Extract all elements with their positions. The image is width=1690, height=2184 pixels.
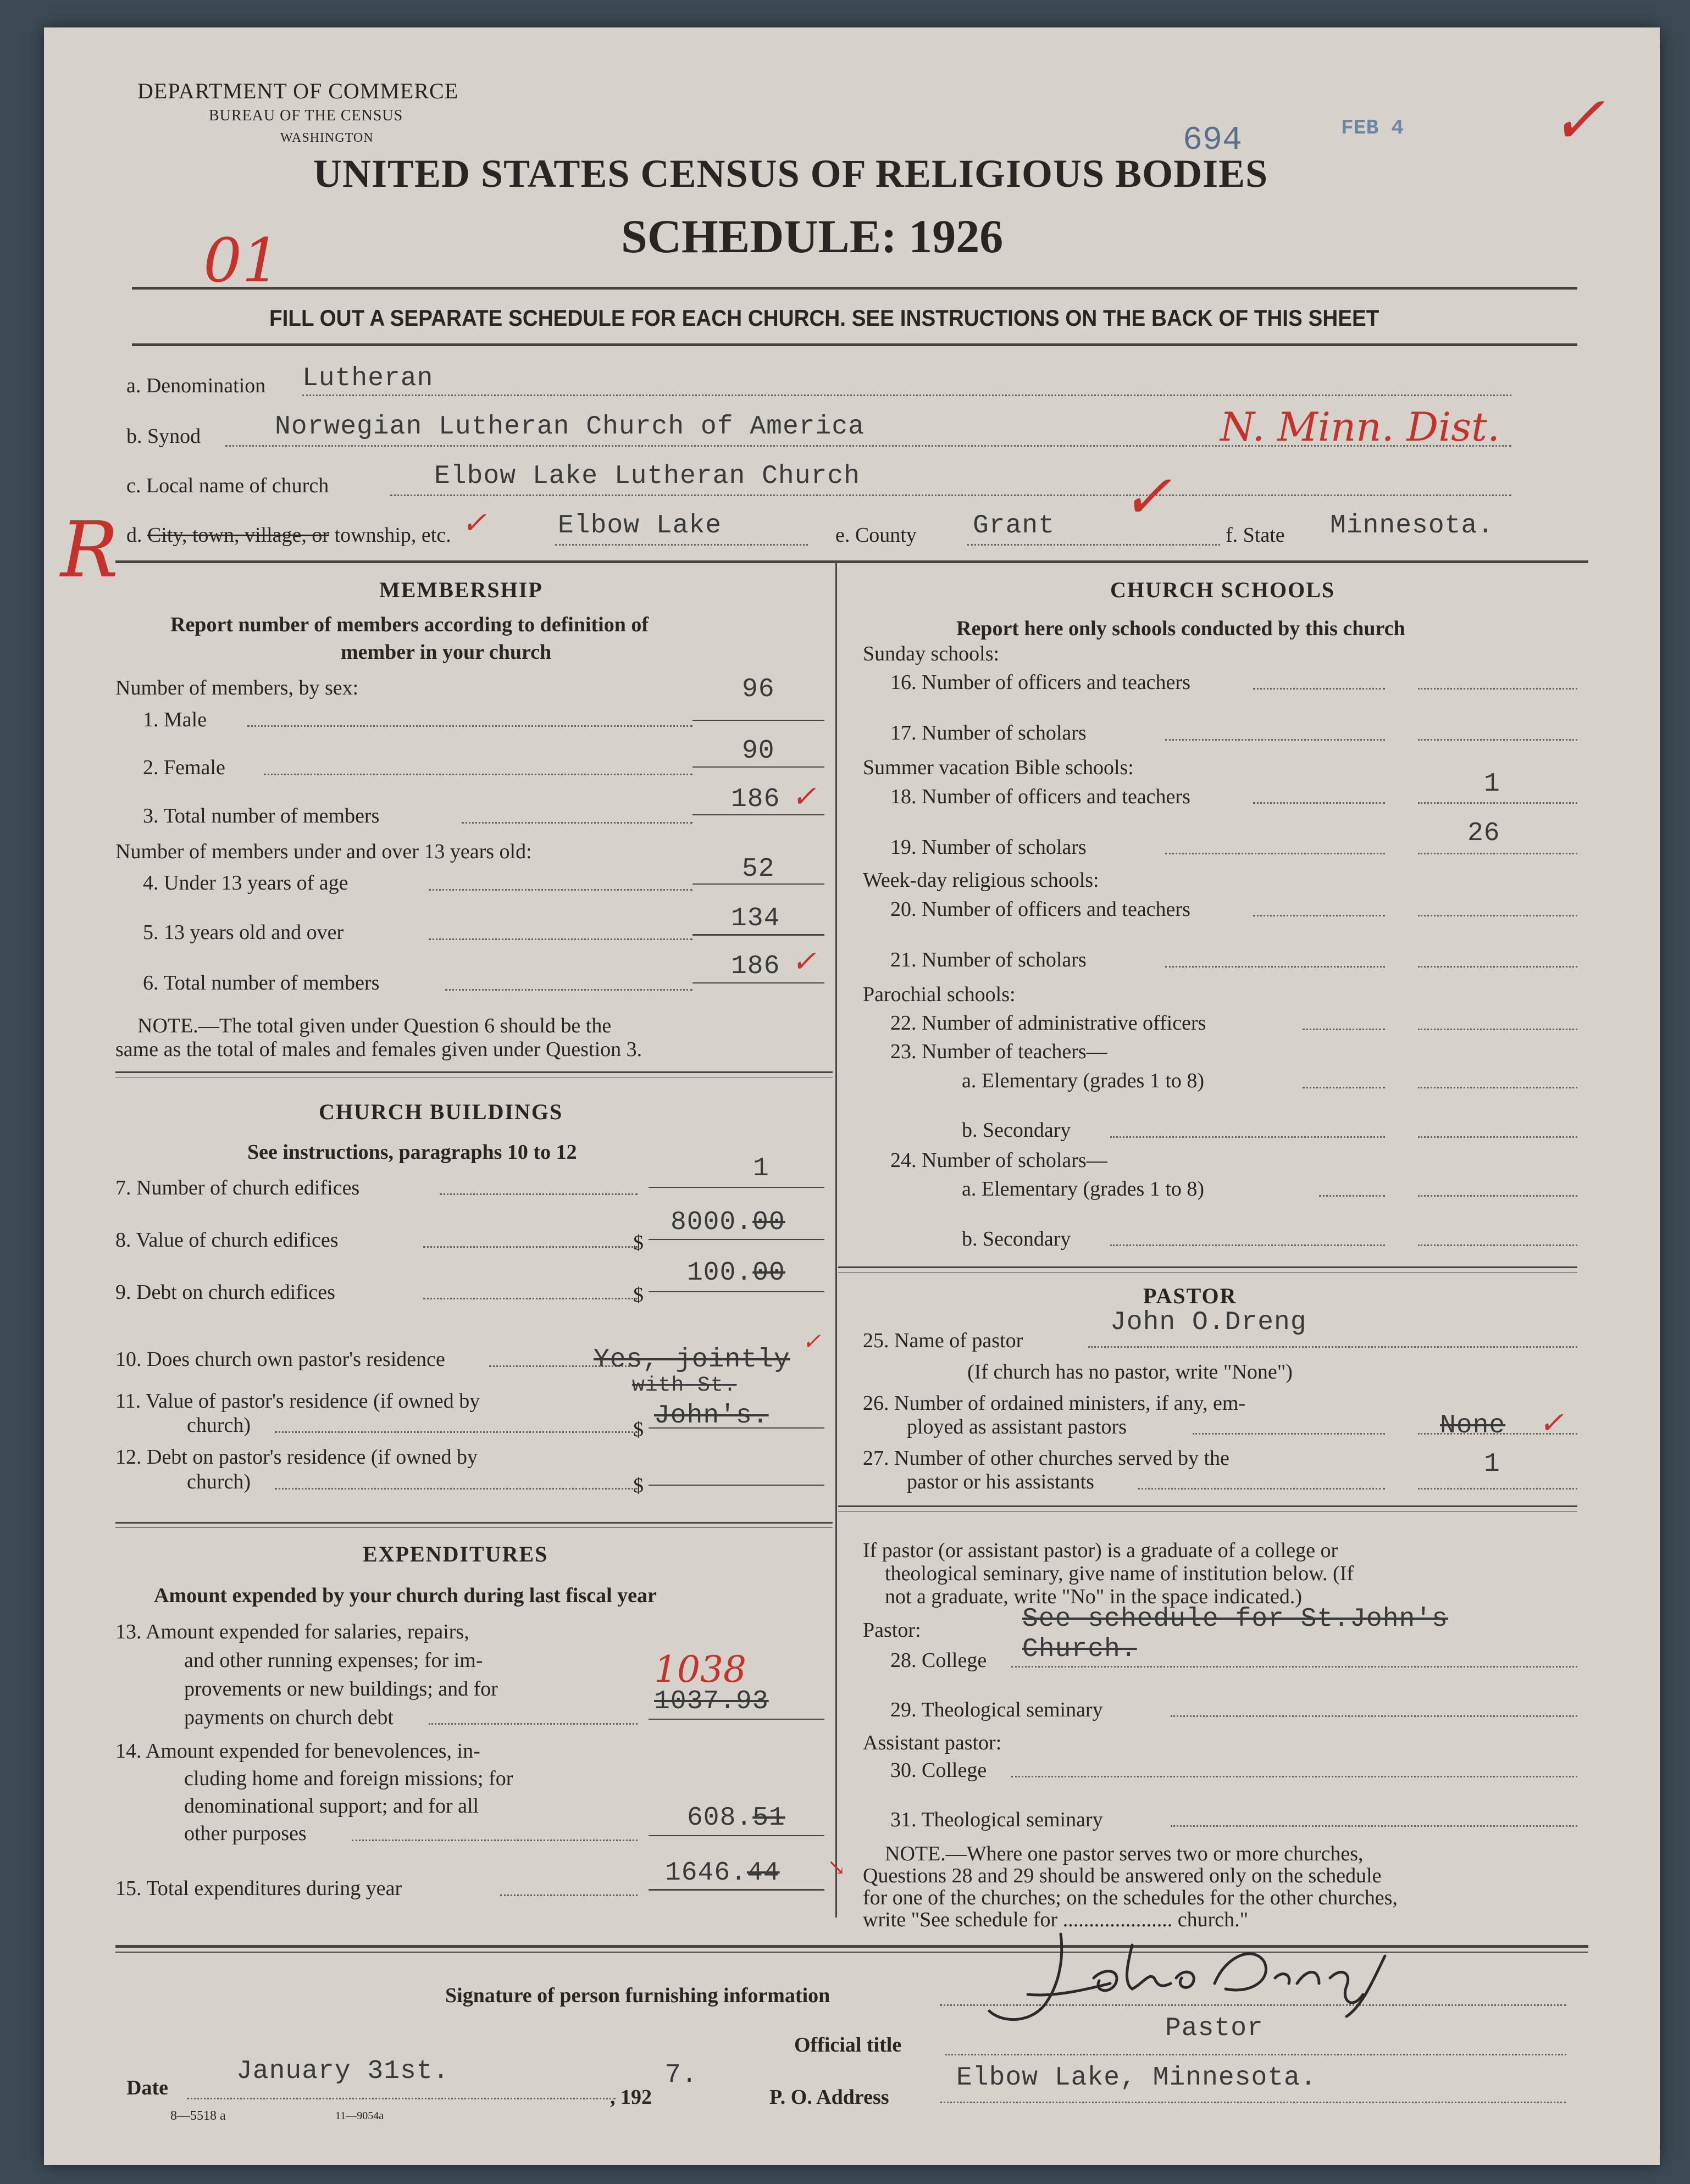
q21-label: 21. Number of scholars [890,948,1087,971]
q1-label: 1. Male [143,708,207,731]
rule [692,720,824,721]
q12-label-1: 12. Debt on pastor's residence (if owned by [115,1446,478,1469]
township-label-text: township, etc. [329,524,451,547]
membership-note1: NOTE.—The total given under Question 6 should be the [137,1014,612,1037]
rule [132,343,1577,346]
q23-label: 23. Number of teachers— [890,1040,1107,1063]
q8-cents: 00 [752,1208,785,1237]
membership-note2: same as the total of males and females given under Question 3. [115,1038,642,1061]
rule [1418,1087,1577,1088]
denomination-value[interactable]: Lutheran [302,364,434,393]
rule [1088,1346,1577,1348]
q9-dollar: $ [633,1283,644,1307]
county-label: e. County [835,524,917,547]
graduate-text-1: If pastor (or assistant pastor) is a graduate of a college or [863,1539,1338,1562]
official-title-value[interactable]: Pastor [1165,2014,1264,2043]
red-check-mark-icon: ✓ [1539,1407,1564,1440]
q14-dollars: 608. [687,1803,753,1833]
rule [462,822,692,824]
pastor-note-4: write "See schedule for ..................... church." [863,1908,1249,1931]
rule [838,1266,1577,1268]
rule [187,2098,616,2099]
q4-label: 4. Under 13 years of age [143,871,348,894]
q12-dollar: $ [633,1474,644,1497]
q3-label: 3. Total number of members [143,804,380,827]
q13-dollars: 1037. [654,1687,736,1716]
rule [247,725,692,727]
bureau-label: BUREAU OF THE CENSUS [209,107,403,124]
q23b-label: b. Secondary [962,1119,1071,1142]
rule [1418,1136,1577,1138]
pastor-note-3: for one of the churches; on the schedules for the other churches, [863,1886,1398,1909]
membership-heading: MEMBERSHIP [379,577,543,602]
q13-value[interactable] [654,1687,769,1716]
rule [390,494,1511,496]
pastor-subheading: Pastor: [863,1619,921,1642]
q11-dollar: $ [633,1418,644,1441]
local-name-value[interactable]: Elbow Lake Lutheran Church [434,462,860,491]
schedule-title: SCHEDULE: 1926 [621,210,1004,263]
red-mark-icon: ✓ [802,1329,821,1354]
q13-label-1: 13. Amount expended for salaries, repairs, [115,1620,469,1643]
synod-district-note: N. Minn. Dist. [1220,404,1500,450]
rule [1303,1029,1385,1030]
church-schools-heading: CHURCH SCHOOLS [1110,577,1336,602]
date-label: Date [126,2076,168,2099]
q12-label-2: church) [187,1470,251,1493]
q26-value[interactable]: None [1440,1411,1506,1441]
q13-label-4: payments on church debt [184,1706,394,1729]
q27-label-2: pastor or his assistants [907,1470,1094,1493]
q5-value[interactable]: 134 [731,904,780,933]
form-title: UNITED STATES CENSUS OF RELIGIOUS BODIES [313,152,1268,196]
q13-corrected-value: 1038 [654,1648,746,1691]
rule [1165,739,1385,741]
po-address-label: P. O. Address [769,2086,889,2109]
rule [1011,1776,1577,1777]
form-number: 8—5518 a [170,2109,226,2123]
rule [1418,739,1577,741]
signature-image [967,1923,1462,2027]
q16-label: 16. Number of officers and teachers [890,671,1190,694]
rule [945,2054,1566,2055]
q15-dollars: 1646. [665,1858,747,1888]
signature-label: Signature of person furnishing information [445,1984,830,2007]
q28-label: 28. College [890,1649,987,1672]
rule [1193,1433,1385,1435]
rule [692,766,824,768]
q8-dollars: 8000. [671,1208,753,1237]
rule [1253,915,1385,916]
red-check-mark-icon: ✓ [462,507,487,540]
rule [225,445,1511,447]
q6-value[interactable]: 186 [731,952,780,981]
q11-label-2: church) [187,1414,251,1437]
year-prefix: , 192 [610,2086,652,2109]
q3-value[interactable]: 186 [731,785,780,814]
q10-label: 10. Does church own pastor's residence [115,1348,445,1371]
rule [1418,802,1577,804]
rule [649,1485,824,1486]
rule [1418,853,1577,854]
rule [1418,966,1577,968]
township-value[interactable]: Elbow Lake [558,511,722,541]
q23a-label: a. Elementary (grades 1 to 8) [962,1069,1205,1092]
rule [1418,1029,1577,1030]
rule [115,560,1588,563]
rule [692,814,824,815]
q2-label: 2. Female [143,756,225,779]
parochial-schools-label: Parochial schools: [863,983,1016,1006]
instruction-banner: FILL OUT A SEPARATE SCHEDULE FOR EACH CHURCH. SEE INSTRUCTIONS ON THE BACK OF THIS SHEET [269,305,1379,331]
rule [1418,1195,1577,1197]
q8-value[interactable] [671,1208,785,1237]
county-value[interactable]: Grant [973,511,1055,541]
q9-label: 9. Debt on church edifices [115,1281,335,1304]
rule [429,889,692,891]
rule [1171,1825,1577,1827]
rule [1165,853,1385,854]
summer-schools-label: Summer vacation Bible schools: [863,756,1134,779]
rule [1418,1244,1577,1246]
rule [1011,1666,1577,1668]
q9-value[interactable] [687,1258,785,1288]
q27-label-1: 27. Number of other churches served by the [863,1447,1229,1470]
members-by-sex-label: Number of members, by sex: [115,676,359,699]
township-label [126,523,451,547]
rule [500,1894,638,1896]
rule [115,1071,833,1073]
rule [429,938,692,940]
date-value[interactable]: January 31st. [236,2057,450,2086]
q24b-label: b. Secondary [962,1227,1071,1251]
red-check-mark-icon: ✓ [1550,84,1605,157]
q2-value[interactable]: 90 [742,736,775,766]
rule [1171,1715,1577,1717]
q25-value[interactable]: John O.Dreng [1110,1308,1307,1337]
q8-dollar: $ [633,1231,644,1254]
graduate-text-2: theological seminary, give name of institution below. (If [885,1562,1354,1585]
q17-label: 17. Number of scholars [890,721,1087,744]
q13-label-3: provements or new buildings; and for [184,1677,498,1700]
rule [649,1719,824,1720]
q13-label-2: and other running expenses; for im- [184,1649,483,1672]
expenditures-sub: Amount expended by your church during last fiscal year [154,1584,657,1607]
department-label: DEPARTMENT OF COMMERCE [137,79,459,103]
q9-cents: 00 [752,1258,785,1288]
membership-sub1: Report number of members according to definition of [170,613,649,636]
rule [692,934,824,936]
rule [649,1291,824,1292]
rule [692,883,824,885]
rule [1418,915,1577,916]
rule [940,2102,1566,2103]
rule [302,394,1511,396]
q10-value-line2[interactable]: with St. [632,1374,737,1397]
rule [649,1239,824,1240]
q6-label: 6. Total number of members [143,971,380,994]
rule [440,1193,638,1195]
rule [555,544,808,546]
q13-cents: 93 [736,1687,769,1716]
rule [1418,688,1577,690]
q26-label-1: 26. Number of ordained ministers, if any, em- [863,1392,1246,1415]
rule [1165,966,1385,968]
q1-value[interactable]: 96 [742,675,775,704]
buildings-sub: See instructions, paragraphs 10 to 12 [247,1141,577,1164]
state-value[interactable]: Minnesota. [1330,511,1494,541]
q28-value[interactable]: Church. [1022,1635,1137,1664]
q15-value[interactable] [665,1858,780,1888]
year-value[interactable]: 7. [665,2060,698,2090]
q14-label-4: other purposes [184,1822,307,1845]
q10-value-line1[interactable]: Yes, jointly [594,1345,790,1375]
membership-sub2: member in your church [341,641,552,664]
q15-cents: 44 [747,1858,780,1888]
rule [1253,688,1385,690]
stamp-date: FEB 4 [1341,116,1404,140]
red-check-mark-icon: ✓ [1121,464,1172,531]
pastor-note-2: Questions 28 and 29 should be answered only on the schedule [863,1864,1382,1887]
official-title-label: Official title [794,2033,902,2057]
rule [838,1505,1577,1507]
rule [275,1488,638,1490]
assistant-pastor-subheading: Assistant pastor: [863,1731,1002,1754]
rule [1303,1087,1385,1088]
census-schedule-sheet [44,27,1660,2165]
q18-label: 18. Number of officers and teachers [890,785,1190,808]
print-number: 11—9054a [335,2110,384,2122]
rule [649,1889,824,1891]
weekday-schools-label: Week-day religious schools: [863,869,1099,892]
q18-value[interactable]: 1 [1484,769,1500,799]
q26-label-2: ployed as assistant pastors [907,1415,1127,1438]
rule [1110,1136,1385,1138]
rule [115,1522,833,1524]
buildings-heading: CHURCH BUILDINGS [319,1099,563,1124]
q25-label: 25. Name of pastor [863,1329,1023,1352]
rule [115,1527,833,1528]
q7-label: 7. Number of church edifices [115,1176,360,1199]
see-schedule-text[interactable]: See schedule for St.John's [1022,1604,1448,1634]
column-divider [835,563,837,1918]
q11-value[interactable]: John's. [654,1401,769,1431]
q29-label: 29. Theological seminary [890,1698,1103,1721]
q22-label: 22. Number of administrative officers [890,1012,1206,1035]
rule [649,1187,824,1188]
sunday-schools-label: Sunday schools: [863,642,1000,665]
rule [1253,802,1385,804]
rule [692,982,824,983]
handwritten-mark-01: 01 [203,225,280,296]
state-label: f. State [1226,524,1285,547]
q24a-label: a. Elementary (grades 1 to 8) [962,1177,1205,1201]
stamp-number: 694 [1183,122,1243,159]
q14-label-1: 14. Amount expended for benevolences, in- [115,1740,480,1763]
q20-label: 20. Number of officers and teachers [890,898,1190,921]
local-name-label: c. Local name of church [126,474,329,497]
schools-sub: Report here only schools conducted by this church [956,617,1405,640]
rule [649,1427,824,1429]
red-mark-icon: ↘ [827,1855,846,1880]
graduate-text-3: not a graduate, write "No" in the space indicated.) [885,1585,1303,1608]
red-check-mark-icon: ✓ [791,780,817,813]
rule [275,1431,638,1433]
pastor-note-1: NOTE.—Where one pastor serves two or more churches, [885,1842,1364,1865]
denomination-label: a. Denomination [126,374,266,397]
q25-note: (If church has no pastor, write "None") [967,1360,1293,1383]
q4-value[interactable]: 52 [742,854,775,884]
q9-dollars: 100. [687,1258,753,1288]
q30-label: 30. College [890,1759,987,1782]
rule [132,287,1577,290]
q15-label: 15. Total expenditures during year [115,1877,402,1900]
rule [429,1723,638,1725]
q14-cents: 51 [752,1803,785,1833]
rule [649,1835,824,1836]
q14-label-3: denominational support; and for all [184,1794,479,1818]
q7-value[interactable]: 1 [753,1154,769,1183]
rule [1418,1488,1577,1490]
handwritten-mark-r: R [60,505,119,595]
rule [1138,1488,1385,1490]
q14-value[interactable] [687,1803,785,1833]
q19-value[interactable]: 26 [1467,819,1500,848]
township-label-prefix: d. [126,524,142,547]
q5-label: 5. 13 years old and over [143,921,344,944]
rule [1319,1195,1385,1197]
city-label: WASHINGTON [280,131,374,145]
rule [423,1246,638,1248]
rule [1110,1244,1385,1246]
q24-label: 24. Number of scholars— [890,1149,1107,1172]
expenditures-heading: EXPENDITURES [363,1542,548,1566]
po-address-value[interactable]: Elbow Lake, Minnesota. [956,2063,1317,2093]
rule [352,1840,638,1841]
red-check-mark-icon: ✓ [791,945,817,978]
q8-label: 8. Value of church edifices [115,1229,339,1252]
q19-label: 19. Number of scholars [890,836,1087,859]
q31-label: 31. Theological seminary [890,1808,1103,1831]
rule [445,989,692,991]
q11-label-1: 11. Value of pastor's residence (if owned by [115,1390,480,1413]
rule [967,544,1220,546]
rule [264,774,692,775]
q14-label-2: cluding home and foreign missions; for [184,1767,513,1790]
age-heading: Number of members under and over 13 years old: [115,840,532,863]
rule [423,1298,638,1299]
q27-value[interactable]: 1 [1484,1449,1500,1479]
township-label-struck: City, town, village, or [147,524,330,547]
synod-value[interactable]: Norwegian Lutheran Church of America [275,412,865,442]
synod-label: b. Synod [126,425,201,448]
pastor-heading: PASTOR [1143,1283,1237,1308]
